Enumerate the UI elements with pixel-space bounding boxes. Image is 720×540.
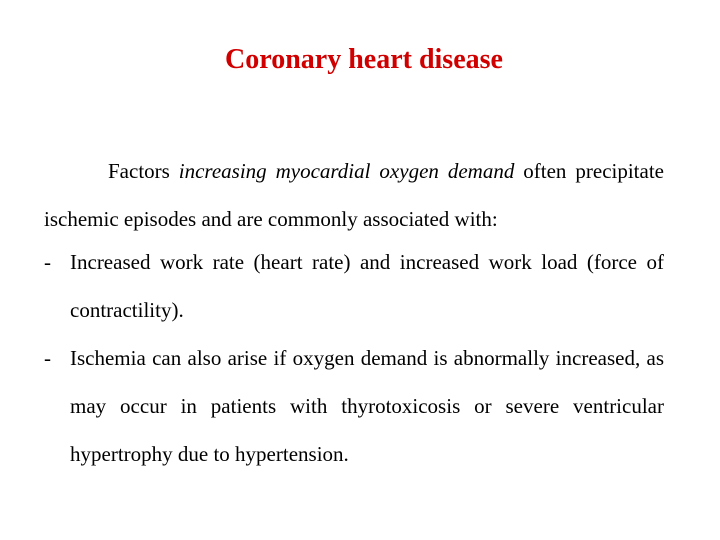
intro-lead: Factors bbox=[108, 159, 170, 183]
bullet-marker: - bbox=[44, 250, 51, 274]
intro-emphasis: increasing myocardial oxygen demand bbox=[178, 159, 515, 183]
bullet-item bbox=[44, 238, 664, 334]
intro-rest: often precipitate ischemic episodes and are commonly associated with: bbox=[44, 159, 664, 231]
bullet-text: Ischemia can also arise if oxygen demand is abnormally increased, as may occur in patients with thyrotoxicosis or severe ventricular hypertrophy due to hypertension. bbox=[70, 346, 664, 466]
intro-paragraph bbox=[44, 147, 664, 243]
bullet-marker: - bbox=[44, 346, 51, 370]
bullet-item bbox=[44, 334, 664, 478]
slide-title: Coronary heart disease bbox=[225, 44, 503, 75]
bullet-text: Increased work rate (heart rate) and increased work load (force of contractility). bbox=[70, 250, 664, 322]
